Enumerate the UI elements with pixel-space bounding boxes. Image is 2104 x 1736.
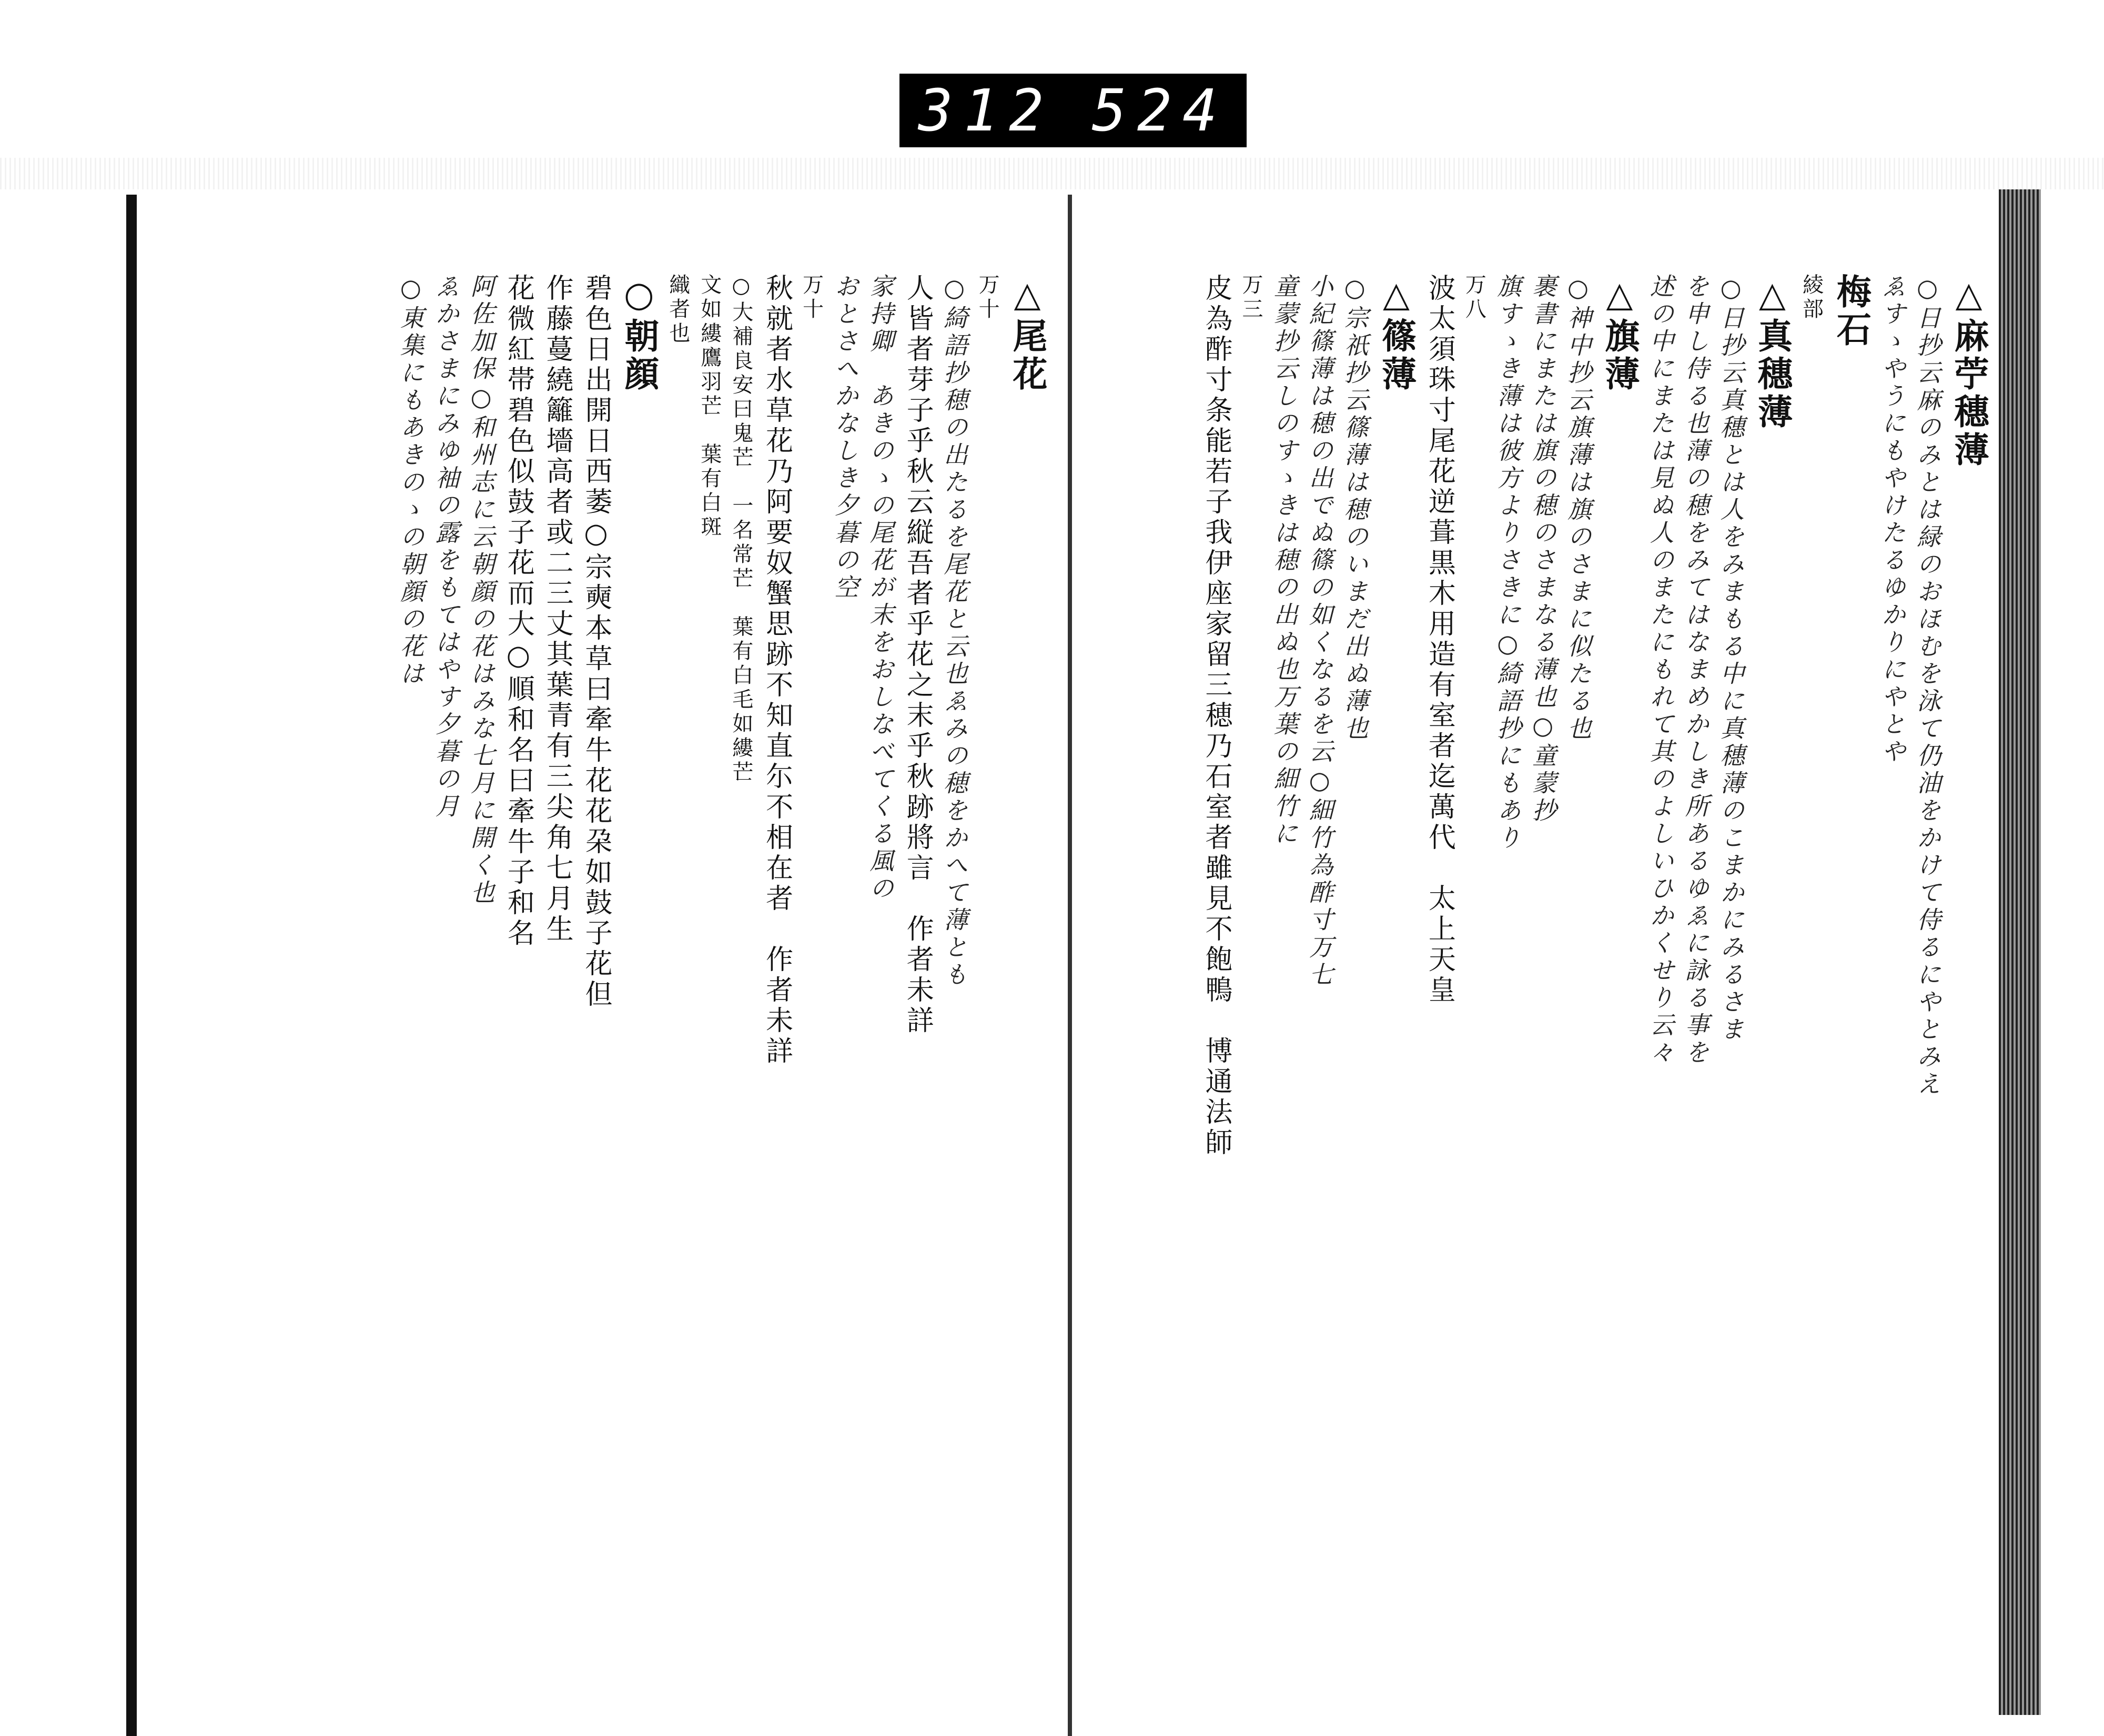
book-fore-edge (1999, 189, 2041, 1715)
right-page (1105, 274, 1988, 1589)
right-page-column: ○宗祇抄云篠薄は穂のいまだ出ぬ薄也 (1340, 274, 1369, 743)
left-page-column: 碧色日出開日西萎○宗奭本草曰牽牛花花朶如鼓子花但 (580, 274, 612, 1010)
left-page-column: 万十 (975, 274, 1000, 322)
right-page-column: を申し侍る也薄の穂をみてはなまめかしき所あるゆゑに詠る事を (1681, 274, 1710, 1067)
right-page-column: ゑすゝやうにもやけたるゆかりにやとや (1878, 274, 1907, 766)
scan-artifact-band (0, 158, 2104, 189)
frame-number-label (899, 74, 1247, 147)
right-page-column: 万八 (1462, 274, 1486, 322)
left-page-column: 織者也 (665, 274, 690, 346)
right-page-column: 述の中にまたは見ぬ人のまたにもれて其のよしいひかくせり云々 (1646, 274, 1675, 1067)
left-page-column: 阿佐加保○和州志に云朝顔の花はみな七月に開く也 (467, 274, 495, 907)
frame-number-left: 312 (918, 77, 1055, 144)
left-page-column: ○綺語抄穂の出たるを尾花と云也ゑみの穂をかへて薄とも (940, 274, 969, 989)
right-page-column: 梅石 (1830, 274, 1872, 349)
left-page-column: ○東集にもあきのゝの朝顔の花は (396, 274, 425, 688)
left-page-column: 人皆者芽子乎秋云縦吾者乎花之末乎秋跡將言 作者未詳 (902, 274, 934, 1036)
left-page-column: おとさへかなしき夕暮の空 (831, 274, 859, 602)
book-spine (1068, 195, 1072, 1736)
left-page-column: △尾花 (1007, 274, 1048, 393)
right-page-column: ○日抄云真穗とは人をみまもる中に真穗薄のこまかにみるさま (1716, 274, 1745, 1044)
right-page-column: △旗薄 (1599, 274, 1640, 393)
right-page-column: △篠薄 (1375, 274, 1417, 393)
left-page-column: 文如縷鷹羽芒 葉有白斑 (697, 274, 722, 540)
right-page-column: 小紀篠薄は穂の出でぬ篠の如くなるを云○細竹為酢寸万七 (1305, 274, 1334, 989)
left-page-column: 秋就者水草花乃阿要奴蟹思跡不知直尓不相在者 作者未詳 (761, 274, 793, 1067)
right-page-column: 波太須珠寸尾花逆葺黒木用造有室者迄萬代 太上天皇 (1423, 274, 1455, 1006)
left-page-column: 花微紅帯碧色似鼓子花而大○順和名曰牽牛子和名 (502, 274, 534, 949)
right-page-column: △真穗薄 (1752, 274, 1793, 431)
right-page-column: 旗すゝき薄は彼方よりさきに○綺語抄にもあり (1493, 274, 1522, 852)
left-page-column: 万十 (799, 274, 824, 322)
right-page-column: 裹書にまたは旗の穂のさまなる薄也○童蒙抄 (1529, 274, 1557, 825)
left-page (158, 274, 1047, 1589)
frame-number-right: 524 (1091, 77, 1228, 144)
right-page-column: 童蒙抄云しのすゝきは穂の出ぬ也万葉の細竹に (1270, 274, 1299, 848)
right-page-column: 皮為酢寸条能若子我伊座家留三穂乃石室者雖見不飽鴨 博通法師 (1200, 274, 1232, 1158)
left-page-column: ゑかさまにみゆ袖の露をもてはやす夕暮の月 (431, 274, 460, 821)
right-page-column: ○神中抄云旗薄は旗のさまに似たる也 (1563, 274, 1592, 743)
right-page-column: △麻苧穗薄 (1948, 274, 1989, 469)
left-page-column: 家持卿 あきのゝの尾花が末をおしなべてくる風の (866, 274, 895, 903)
left-page-column: ○朝顔 (618, 274, 660, 393)
right-page-column: 綾部 (1799, 274, 1824, 322)
right-page-column: 万三 (1238, 274, 1263, 322)
left-page-column: ○大補良安曰鬼芒 一名常芒 葉有白毛如縷芒 (729, 274, 753, 785)
right-page-column: ○日抄云麻のみとは緑のおほむを泳て仍油をかけて侍るにやとみえ (1913, 274, 1942, 1098)
left-page-column: 作藤蔓繞籬墻高者或二三丈其葉青有三尖角七月生 (541, 274, 573, 945)
